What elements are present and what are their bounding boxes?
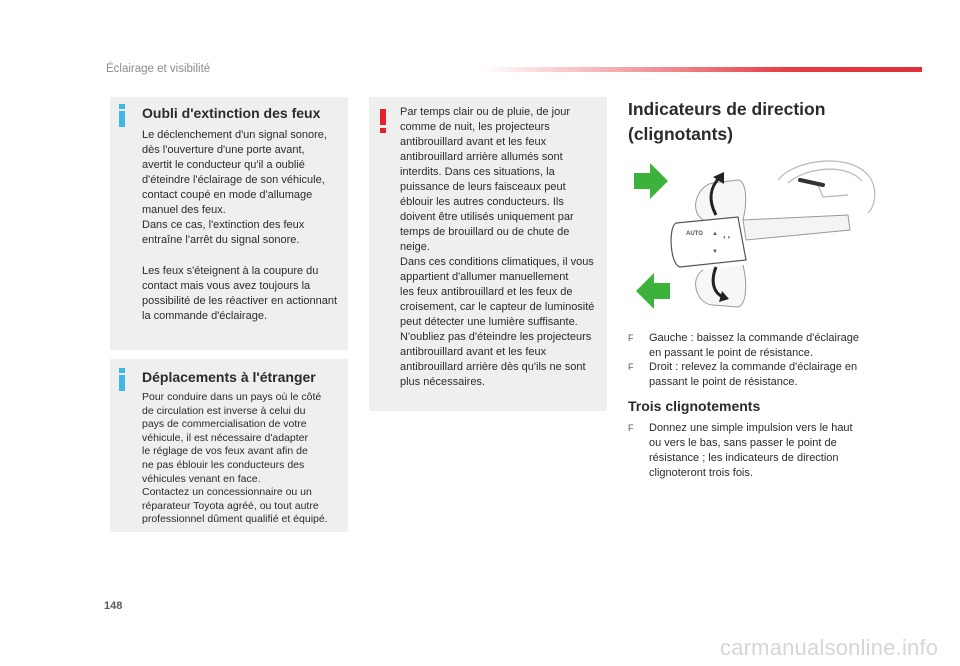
section-heading-three-flashes: Trois clignotements [628,398,761,414]
box-title: Déplacements à l'étranger [142,369,316,385]
bullet-mark: F [628,362,634,372]
left-green-arrow-icon [636,273,670,309]
steering-wheel-icon [778,161,875,213]
bullet-text: Gauche : baissez la commande d'éclairage en passant le point de résistance. [649,332,859,359]
bullet-text: Droit : relevez la commande d'éclairage en passant le point de résistance. [649,361,858,388]
header-accent-bar [480,67,922,72]
indicator-stalk-illustration [628,155,878,315]
page-number: 148 [104,600,123,612]
section-title: Éclairage et visibilité [106,63,211,75]
info-icon [118,368,126,392]
stalk-position-mark [800,180,823,185]
svg-text:▼: ▼ [712,249,718,255]
section-heading-indicators: Indicateurs de direction (clignotants) [628,99,826,144]
auto-label: AUTO [686,231,703,237]
bullet-mark: F [628,333,634,343]
right-green-arrow-icon [634,163,668,199]
svg-text:▲: ▲ [712,231,718,237]
watermark: carmanualsonline.info [720,635,939,660]
warning-box-fog-lights [369,97,607,411]
box-title: Oubli d'extinction des feux [142,105,321,121]
info-box-forgot-lights [110,97,348,350]
box-paragraph: Pour conduire dans un pays où le côté de circulation est inverse à celui du pays de commercialisation de votre véhicule, il est nécessaire d'adapter le réglage de vos feux avant afin de ne pas éblouir les conducteurs des véhicules venant en face. Contactez un concessionnaire ou un réparateur Toyota agréé, ou tout autre professionnel dûment qualifié et équipé. [142,391,328,526]
info-icon [118,104,126,128]
warning-icon [379,109,387,133]
info-box-abroad [110,359,348,532]
bullet-text: Donnez une simple impulsion vers le haut ou vers le bas, sans passer le point de résistance ; les indicateurs de direction clignoteront trois fois. [649,422,853,479]
svg-text:◐◑: ◐◑ [723,235,731,241]
box-paragraph: Le déclenchement d'un signal sonore, dès l'ouverture d'une porte avant, avertit le conducteur qu'il a oublié d'éteindre l'éclairage de son véhicule, contact coupé en mode d'allumage manuel des feux. Dans ce cas, l'extinction des feux entraîne l'arrêt du signal sonore. [142,129,327,246]
lighting-stalk [671,180,850,307]
bullet-mark: F [628,423,634,433]
box-paragraph: Par temps clair ou de pluie, de jour comme de nuit, les projecteurs antibrouillard avant et les feux antibrouillard arrière allumés sont interdits. Dans ces situations, la puissance de leurs faisceaux peut éblouir les autres conducteurs. Ils doivent être utilisés uniquement par temps de brouillard ou de chute de neige. Dans ces conditions climatiques, il vous appartient d'allumer manuellement les feux antibrouillard et les feux de croisement, car le capteur de luminosité peut détecter une lumière suffisante. N'oubliez pas d'éteindre les projecteurs antibrouillard avant et les feux antibrouillard arrière dès qu'ils ne sont plus nécessaires. [400,106,595,388]
box-paragraph: Les feux s'éteignent à la coupure du contact mais vous avez toujours la possibilité de les réactiver en actionnant la commande d'éclairage. [142,265,338,322]
